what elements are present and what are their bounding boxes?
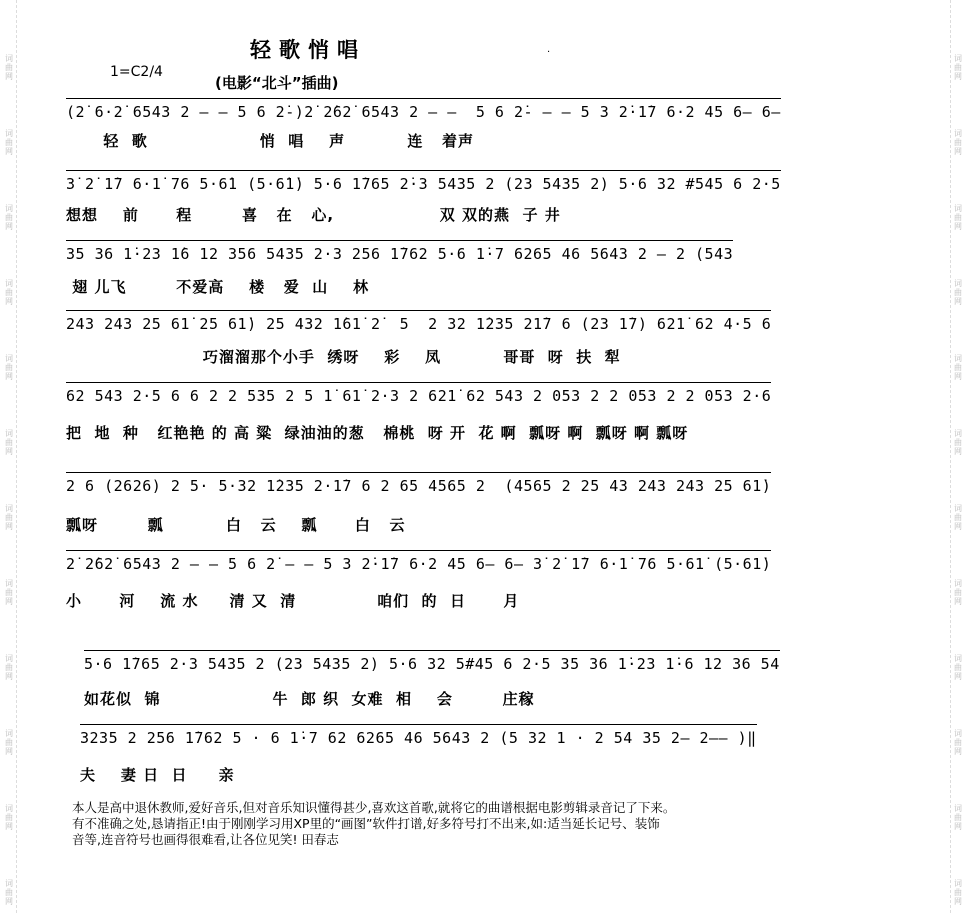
notation-line-4: 243 243 25 61̇ 25 61̇) 25 432 1̇61̇ 2̇ 5 2 32 1̇235 21̇7 6 (23 1̇7) 621̇ 62 4·5 6 — [66, 310, 771, 333]
watermark: 词曲网 — [953, 204, 963, 231]
watermark: 词曲网 — [953, 129, 963, 156]
watermark: 词曲网 — [953, 354, 963, 381]
watermark: 词曲网 — [4, 54, 14, 81]
note-line-2: 有不准确之处,恳请指正!由于刚刚学习用XP里的“画图”软件打谱,好多符号打不出来,如:适当延长记号、装饰 — [72, 816, 660, 831]
watermark: 词曲网 — [953, 504, 963, 531]
watermark: 词曲网 — [4, 279, 14, 306]
lyric-line-1: 轻 歌 悄 唱 声 连 着声 — [66, 132, 474, 150]
watermark: 词曲网 — [953, 54, 963, 81]
lyric-line-4: 巧溜溜那个小手 绣呀 彩 凤 哥哥 呀 扶 犁 — [66, 348, 621, 366]
lyric-line-5: 把 地 种 红艳艳 的 高 粱 绿油油的葱 棉桃 呀 开 花 啊 瓢呀 啊 瓢呀 啊 瓢呀 — [66, 424, 689, 442]
lyric-line-8: 如花似 锦 牛 郎 织 女难 相 会 庄稼 — [84, 690, 535, 708]
notation-line-5: 62 543 2·5 6 6 2 2 535 2 5 1̇ 61̇ 2·3 2 621̇ 62 543 2 053 2 2 053 2 2 053 2·6 — [66, 382, 771, 405]
lyric-line-7: 小 河 流 水 清 又 清 咱们 的 日 月 — [66, 592, 520, 610]
lyric-line-9: 夫 妻 日 日 亲 — [80, 766, 235, 784]
watermark: 词曲网 — [953, 654, 963, 681]
key-signature: 1=C2/4 — [110, 64, 163, 80]
watermark: 词曲网 — [4, 129, 14, 156]
watermark: 词曲网 — [4, 654, 14, 681]
notation-line-3: 35 36 1̇·23 1̇6 12 356 5435 2·3 256 1̇762 5·6 1̇·7 6265 46 5643 2 — 2 (543 — [66, 240, 733, 263]
watermark: 词曲网 — [4, 354, 14, 381]
notation-line-7: 2̇ 2̇62̇ 6543 2 — — 5 6 2̇ — — 5 3 2̇·1̇7 6·2 45 6— 6— 3̇ 2̇ 1̇7 6·1̇ 76 5·61̇ (5·61̇) — [66, 550, 771, 573]
right-watermark-strip — [950, 0, 965, 913]
transcriber-note — [72, 800, 902, 848]
lyric-line-3: 翅 儿飞 不爱高 楼 爱 山 林 — [66, 278, 370, 296]
watermark: 词曲网 — [953, 879, 963, 906]
watermark: 词曲网 — [953, 429, 963, 456]
watermark: 词曲网 — [4, 504, 14, 531]
notation-line-8: 5·6 1̇765 2·3 5435 2 (23 5435 2) 5·6 32 5#45 6 2·5 35 36 1̇·23 1̇·6 12 36 54 — [84, 650, 780, 673]
watermark: 词曲网 — [953, 579, 963, 606]
left-watermark-strip — [2, 0, 17, 913]
notation-line-6: 2 6 (2626) 2 5· 5·32 1̇235 2·1̇7 6 2 65 4565 2 (4565 2 25 43 243 243 25 61̇) — [66, 472, 771, 495]
watermark: 词曲网 — [953, 729, 963, 756]
note-line-1: 本人是高中退休教师,爱好音乐,但对音乐知识懂得甚少,喜欢这首歌,就将它的曲谱根据电影剪辑录音记了下来。 — [72, 800, 676, 815]
notation-line-1: (2̇ 6·2̇ 6543 2 — — 5 6 2̇-)2̇ 2̇62̇ 6543 2 — — 5 6 2̇- — — 5 3 2̇·1̇7 6·2 45 6— 6— — [66, 98, 781, 121]
note-line-3: 音等,连音符号也画得很难看,让各位见笑! 田春志 — [72, 832, 339, 847]
watermark: 词曲网 — [4, 204, 14, 231]
watermark: 词曲网 — [4, 804, 14, 831]
watermark: 词曲网 — [4, 879, 14, 906]
stray-dot: . — [547, 44, 551, 55]
watermark: 词曲网 — [4, 729, 14, 756]
watermark: 词曲网 — [4, 579, 14, 606]
watermark: 词曲网 — [4, 429, 14, 456]
notation-line-2: 3̇ 2̇ 1̇7 6·1̇ 76 5·6̇1 (5·6̇1̇) 5·6 1̇765 2̇·3 5435 2 (23 5435 2) 5·6 32 #545 6 2·5 — [66, 170, 781, 193]
watermark: 词曲网 — [953, 279, 963, 306]
lyric-line-2: 想想 前 程 喜 在 心, 双 双的燕 子 井 — [66, 206, 561, 224]
song-subtitle: (电影“北斗”插曲) — [215, 74, 339, 92]
notation-line-9: 3235 2 256 1̇762 5 · 6 1̇·7 62 6265 46 5643 2 (5 32 1 · 2 54 35 2— 2—— )‖ — [80, 724, 757, 747]
song-title: 轻歌悄唱 — [250, 38, 366, 62]
watermark: 词曲网 — [953, 804, 963, 831]
lyric-line-6: 瓢呀 瓢 白 云 瓢 白 云 — [66, 516, 406, 534]
